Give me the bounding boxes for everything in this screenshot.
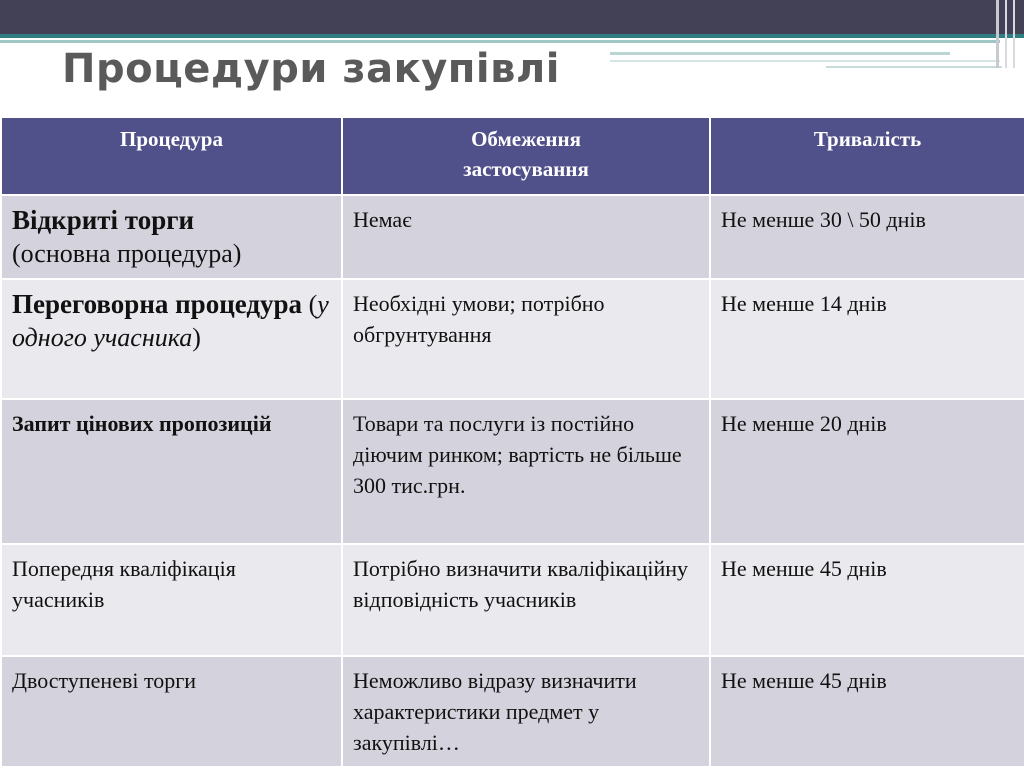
header-restriction bbox=[342, 117, 710, 195]
procedure-note-open: ( bbox=[302, 290, 318, 319]
procedure-name: Відкриті торги bbox=[12, 205, 195, 235]
table-row bbox=[1, 399, 1024, 544]
procedure-note-italic: у одного учасника bbox=[12, 290, 329, 352]
cell-restriction: Товари та послуги із постійно діючим ринком; вартість не більше 300 тис.грн. bbox=[342, 399, 710, 544]
cell-duration: Не менше 14 днів bbox=[710, 279, 1024, 399]
cell-duration: Не менше 45 днів bbox=[710, 544, 1024, 656]
cell-duration: Не менше 20 днів bbox=[710, 399, 1024, 544]
cell-duration: Не менше 45 днів bbox=[710, 656, 1024, 767]
decor-stripe-light bbox=[0, 40, 1000, 43]
decor-stripe-right-2 bbox=[610, 60, 1000, 62]
table-header-row bbox=[1, 117, 1024, 195]
decor-vertical-lines bbox=[996, 0, 999, 68]
cell-procedure: Двоступеневі торги bbox=[1, 656, 342, 767]
slide-title: Процедури закупівлі bbox=[62, 46, 560, 92]
cell-procedure bbox=[1, 279, 342, 399]
decor-stripe-teal bbox=[0, 34, 1024, 38]
top-decor-bar bbox=[0, 0, 1024, 34]
decor-stripe-right-3 bbox=[826, 66, 1002, 68]
cell-procedure: Запит цінових пропозицій bbox=[1, 399, 342, 544]
cell-restriction: Потрібно визначити кваліфікаційну відповідність учасників bbox=[342, 544, 710, 656]
header-restriction-label: Обмеження застосування bbox=[463, 127, 589, 181]
cell-restriction: Необхідні умови; потрібно обгрунтування bbox=[342, 279, 710, 399]
procedure-note-close: ) bbox=[192, 323, 201, 352]
table-row bbox=[1, 656, 1024, 767]
table-row bbox=[1, 544, 1024, 656]
procedures-table bbox=[0, 116, 1024, 768]
table-row bbox=[1, 279, 1024, 399]
cell-restriction: Немає bbox=[342, 195, 710, 279]
table-row bbox=[1, 195, 1024, 279]
cell-procedure: Попередня кваліфікація учасників bbox=[1, 544, 342, 656]
header-procedure: Процедура bbox=[1, 117, 342, 195]
procedure-note: (основна процедура) bbox=[12, 239, 242, 268]
header-duration: Тривалість bbox=[710, 117, 1024, 195]
cell-restriction: Неможливо відразу визначити характеристики предмет у закупівлі… bbox=[342, 656, 710, 767]
cell-procedure bbox=[1, 195, 342, 279]
cell-duration: Не менше 30 \ 50 днів bbox=[710, 195, 1024, 279]
procedure-name: Переговорна процедура bbox=[12, 289, 303, 319]
decor-vertical-lines-3 bbox=[1013, 0, 1015, 68]
decor-stripe-right bbox=[610, 52, 950, 55]
decor-vertical-lines-2 bbox=[1005, 0, 1007, 68]
